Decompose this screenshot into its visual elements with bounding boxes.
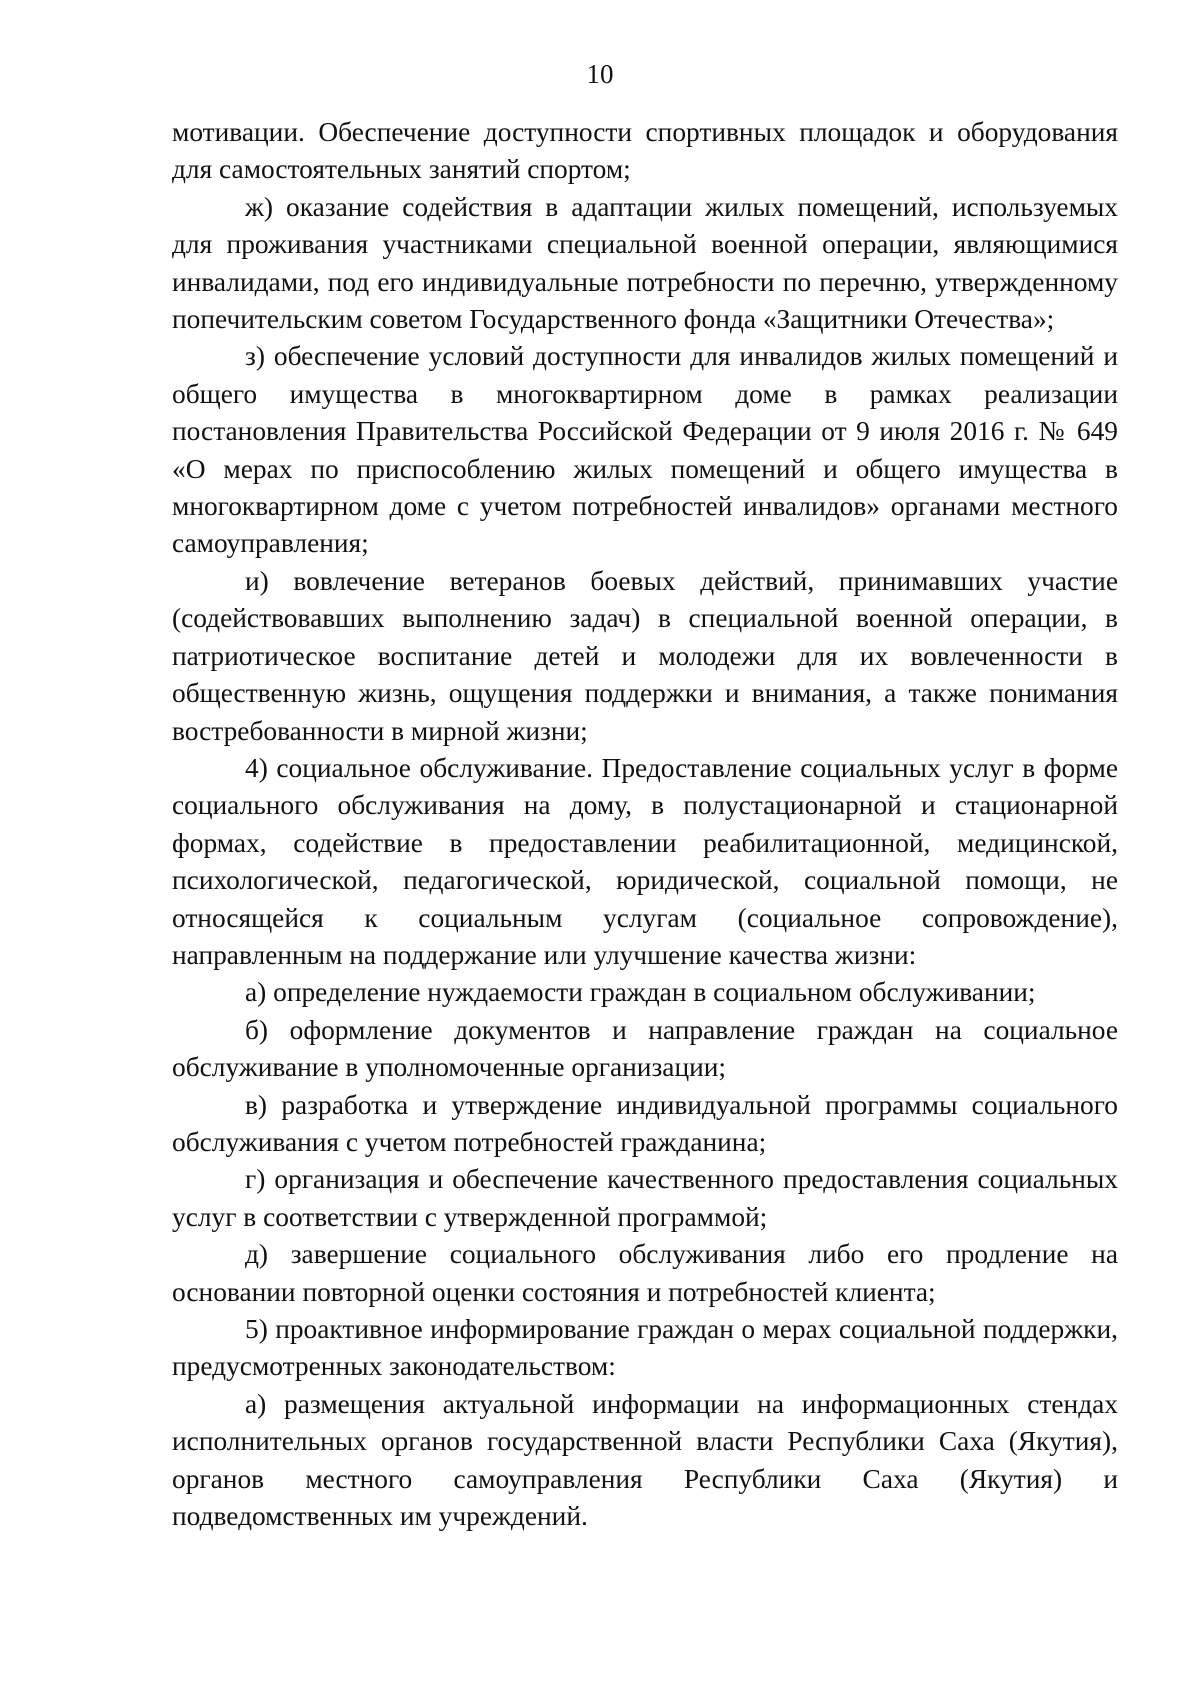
paragraph-item-i: и) вовлечение ветеранов боевых действий, принимавших участие (содействовавших выполнению задач) в специальной военной операции, в патриотическое воспитание детей и молодежи для их вовлеченности в общественную жизнь, ощущения поддержки и внимания, а также понимания востребованности в мирной жизни; [172,565,1118,746]
page-number: 10 [586,59,614,89]
paragraph-item-d: д) завершение социального обслуживания либо его продление на основании повторной оценки состояния и потребностей клиента; [172,1239,1118,1307]
document-body [172,114,1118,1535]
paragraph-item-b: б) оформление документов и направление граждан на социальное обслуживание в уполномоченные организации; [172,1014,1118,1083]
paragraph-item-v: в) разработка и утверждение индивидуальной программы социального обслуживания с учетом потребностей гражданина; [172,1089,1118,1157]
paragraph-motivation-continuation: мотивации. Обеспечение доступности спортивных площадок и оборудования для самостоятельных занятий спортом; [172,117,1118,185]
paragraph-section-5-item-a: а) размещения актуальной информации на информационных стендах исполнительных органов государственной власти Республики Саха (Якутия), органов местного самоуправления Республики Саха (Якутия) и подведомственных им учреждений. [172,1388,1118,1532]
paragraph-item-z: з) обеспечение условий доступности для инвалидов жилых помещений и общего имущества в многоквартирном доме в рамках реализации постановления Правительства Российской Федерации от 9 июля 2016 г. № 649 «О мерах по приспособлению жилых помещений и общего имущества в многоквартирном доме с учетом потребностей инвалидов» органами местного самоуправления; [172,341,1118,559]
paragraph-section-5: 5) проактивное информирование граждан о мерах социальной поддержки, предусмотренных законодательством: [172,1314,1118,1382]
paragraph-item-g: г) организация и обеспечение качественного предоставления социальных услуг в соответствии с утвержденной программой; [172,1164,1118,1232]
paragraph-item-zh: ж) оказание содействия в адаптации жилых помещений, используемых для проживания участниками специальной военной операции, являющимися инвалидами, под его индивидуальные потребности по перечню, утвержденному попечительским советом Государственного фонда «Защитники Отечества»; [172,191,1118,335]
paragraph-section-4: 4) социальное обслуживание. Предоставление социальных услуг в форме социального обслуживания на дому, в полустационарной и стационарной формах, содействие в предоставлении реабилитационной, медицинской, психологической, педагогической, юридической, социальной помощи, не относящейся к социальным услугам (социальное сопровождение), направленным на поддержание или улучшение качества жизни: [172,752,1118,970]
paragraph-item-a: а) определение нуждаемости граждан в социальном обслуживании; [245,977,1036,1008]
